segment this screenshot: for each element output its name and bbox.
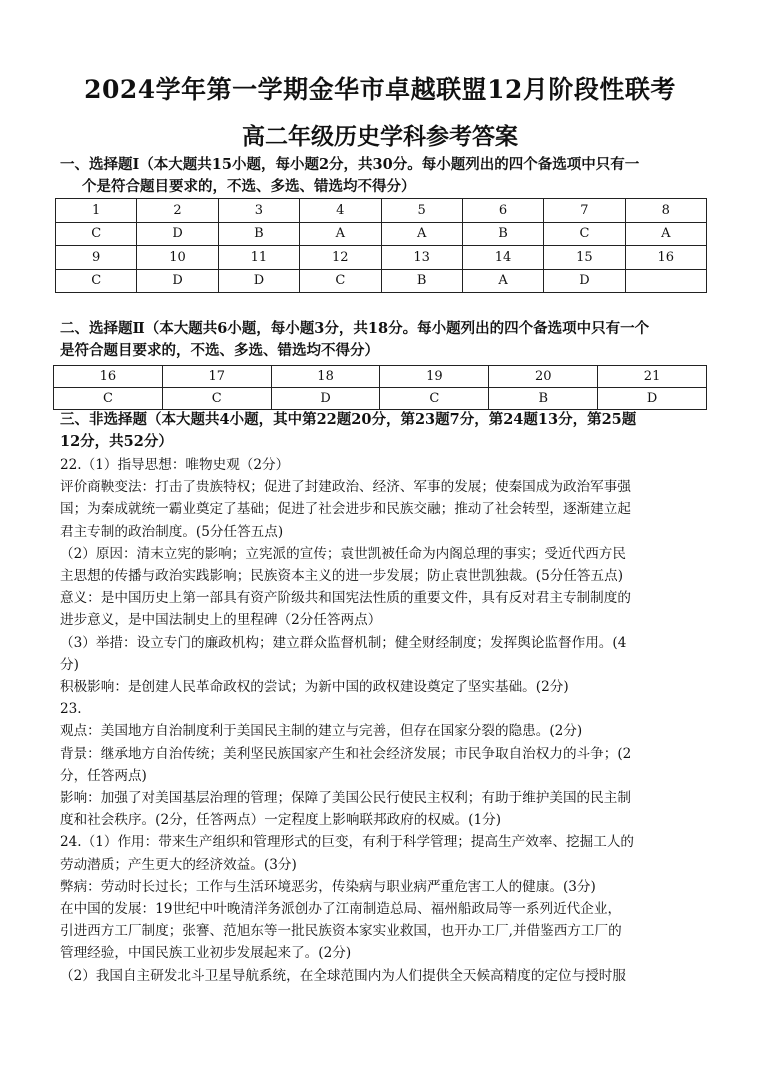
answer-line: 影响：加强了对美国基层治理的管理；保障了美国公民行使民主权利；有助于维护美国的民主制 [60, 790, 631, 807]
table-cell: 18 [271, 366, 380, 388]
table-cell: 11 [218, 246, 299, 270]
table-cell: D [137, 222, 218, 246]
answer-line: 意义：是中国历史上第一部具有资产阶级共和国宪法性质的重要文件，具有反对君主专制制度的 [60, 590, 631, 607]
table-cell: D [218, 269, 299, 293]
section2-answer-table [53, 365, 707, 410]
answer-line: 评价商鞅变法：打击了贵族特权；促进了封建政治、经济、军事的发展；使秦国成为政治军事强 [60, 479, 631, 496]
table-cell: 13 [381, 246, 462, 270]
answer-line: 度和社会秩序。(2分，任答两点）一定程度上影响联邦政府的权威。(1分) [60, 812, 502, 829]
page-title: 2024学年第一学期金华市卓越联盟12月阶段性联考 [84, 75, 676, 104]
table-row [54, 366, 707, 388]
table-cell: 8 [625, 199, 706, 223]
answer-line: 分，任答两点) [60, 767, 147, 784]
answer-line: 23. [60, 701, 82, 718]
table-cell: A [381, 222, 462, 246]
table-cell: C [54, 388, 163, 410]
section2-heading-line1: 二、选择题Ⅱ（本大题共6小题，每小题3分，共18分。每小题列出的四个备选项中只有一个 [60, 320, 650, 337]
table-cell: A [300, 222, 381, 246]
answer-line: 观点：美国地方自治制度利于美国民主制的建立与完善，但存在国家分裂的隐患。(2分) [60, 723, 583, 740]
table-cell: C [56, 269, 137, 293]
answer-line: 进步意义，是中国法制史上的里程碑（2分任答两点） [60, 612, 382, 629]
table-cell: 3 [218, 199, 299, 223]
table-row [54, 388, 707, 410]
section1-heading-line1: 一、选择题Ⅰ（本大题共15小题，每小题2分，共30分。每小题列出的四个备选项中只有一 [60, 156, 640, 173]
table-cell: C [56, 222, 137, 246]
answer-line: 24.（1）作用：带来生产组织和管理形式的巨变，有利于科学管理；提高生产效率、挖掘工人的 [60, 834, 635, 851]
answer-line: 背景：继承地方自治传统；美利坚民族国家产生和社会经济发展；市民争取自治权力的斗争；(2 [60, 745, 632, 762]
table-cell: 15 [544, 246, 625, 270]
table-cell: C [380, 388, 489, 410]
page-subtitle: 高二年级历史学科参考答案 [242, 123, 518, 150]
table-cell: 12 [300, 246, 381, 270]
table-cell: 1 [56, 199, 137, 223]
table-cell: 20 [489, 366, 598, 388]
table-row [56, 199, 707, 223]
table-cell: 6 [462, 199, 543, 223]
table-cell: 9 [56, 246, 137, 270]
table-cell: D [544, 269, 625, 293]
table-cell: 21 [598, 366, 707, 388]
table-cell: C [300, 269, 381, 293]
table-cell: B [218, 222, 299, 246]
answer-line: 分) [60, 656, 79, 673]
table-cell: C [162, 388, 271, 410]
table-cell: 2 [137, 199, 218, 223]
answer-line: 弊病：劳动时长过长；工作与生活环境恶劣，传染病与职业病严重危害工人的健康。(3分) [60, 878, 596, 895]
answer-line: 管理经验，中国民族工业初步发展起来了。(2分) [60, 945, 352, 962]
section3-heading [60, 409, 705, 453]
section1-heading-line2: 个是符合题目要求的，不选、多选、错选均不得分） [82, 178, 416, 195]
table-cell: D [271, 388, 380, 410]
table-cell: D [598, 388, 707, 410]
table-cell: B [381, 269, 462, 293]
table-cell: 14 [462, 246, 543, 270]
section2-heading-line2: 是符合题目要求的，不选、多选、错选均不得分） [60, 342, 379, 359]
table-cell: 7 [544, 199, 625, 223]
answer-line: 在中国的发展：19世纪中叶晚清洋务派创办了江南制造总局、福州船政局等一系列近代企业， [60, 901, 622, 918]
answer-line: 主思想的传播与政治实践影响；民族资本主义的进一步发展；防止袁世凯独裁。(5分任答五点) [60, 568, 624, 585]
table-cell: 10 [137, 246, 218, 270]
answer-line: 引进西方工厂制度；张謇、范旭东等一批民族资本家实业救国，也开办工厂,并借鉴西方工厂的 [60, 923, 622, 940]
table-cell: A [625, 222, 706, 246]
table-cell: A [462, 269, 543, 293]
table-cell: D [137, 269, 218, 293]
table-row [56, 246, 707, 270]
section3-heading-line1: 三、非选择题（本大题共4小题，其中第22题20分，第23题7分，第24题13分，第25题 [60, 411, 637, 428]
table-cell: B [489, 388, 598, 410]
table-cell: 4 [300, 199, 381, 223]
table-cell: 19 [380, 366, 489, 388]
table-row [56, 269, 707, 293]
answer-line: （3）举措：设立专门的廉政机构；建立群众监督机制；健全财经制度；发挥舆论监督作用。(4 [60, 634, 627, 651]
section3-heading-line2: 12分，共52分） [60, 433, 173, 450]
table-cell: B [462, 222, 543, 246]
answer-line: 劳动潜质；产生更大的经济效益。(3分) [60, 856, 297, 873]
table-cell: 17 [162, 366, 271, 388]
table-cell: 16 [625, 246, 706, 270]
table-cell: 16 [54, 366, 163, 388]
answer-line: 积极影响：是创建人民革命政权的尝试；为新中国的政权建设奠定了坚实基础。(2分) [60, 679, 569, 696]
answer-line: 君主专制的政治制度。(5分任答五点) [60, 523, 284, 540]
answer-line: （2）我国自主研发北斗卫星导航系统，在全球范围内为人们提供全天候高精度的定位与授时服 [60, 967, 626, 984]
table-cell: C [544, 222, 625, 246]
answer-body [60, 454, 705, 987]
table-cell: 5 [381, 199, 462, 223]
answer-line: 国；为秦成就统一霸业奠定了基础；促进了社会进步和民族交融；推动了社会转型，逐渐建立起 [60, 501, 631, 518]
answer-line: （2）原因：清末立宪的影响；立宪派的宣传；袁世凯被任命为内阁总理的事实；受近代西方民 [60, 545, 626, 562]
table-cell [625, 269, 706, 293]
table-row [56, 222, 707, 246]
section1-answer-table [55, 198, 707, 293]
section1-heading [60, 154, 705, 198]
answer-line: 22.（1）指导思想：唯物史观（2分） [60, 457, 290, 473]
section2-heading [60, 318, 705, 362]
